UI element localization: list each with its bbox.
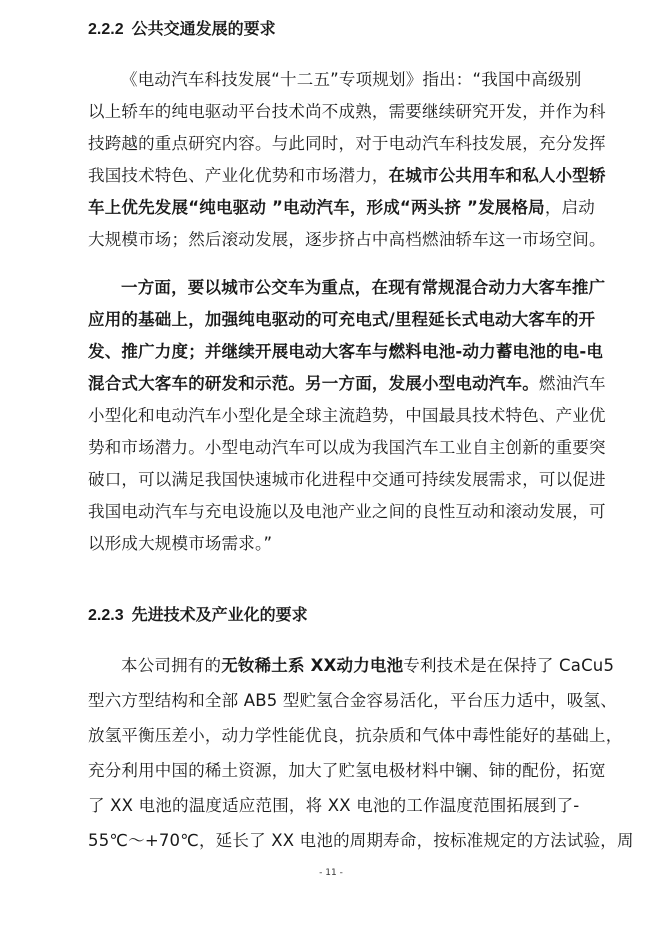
bold-text-run: 应用的基础上，加强纯电驱动的可充电式/里程延长式电动大客车的开	[88, 310, 596, 329]
text-run: 本公司拥有的	[121, 656, 222, 675]
text-run: 我国技术特色、产业化优势和市场潜力，	[88, 166, 389, 185]
bold-text-run: 发、推广力度；并继续开展电动大客车与燃料电池-动力蓄电池的电-电	[88, 342, 604, 361]
text-line	[88, 336, 604, 368]
section-title: 公共交通发展的要求	[131, 21, 276, 38]
text-run: 以形成大规模市场需求。”	[88, 534, 273, 553]
section-number: 2.2.2	[88, 21, 124, 38]
text-run: 型六方型结构和全部 AB5 型贮氢合金容易活化，平台压力适中，吸氢、	[88, 691, 617, 710]
text-line	[88, 496, 606, 528]
text-line	[88, 528, 578, 560]
text-run: 燃油汽车	[538, 374, 606, 393]
text-line	[88, 224, 606, 256]
text-run: 大规模市场；然后滚动发展，逐步挤占中高档燃油轿车这一市场空间。	[88, 230, 606, 249]
bold-text-run: 在城市公共用车和私人小型轿	[388, 166, 606, 185]
bold-text-run: 车上优先发展“纯电驱动 ”电动汽车，形成“两头挤 ”发展格局	[88, 198, 545, 217]
paragraph-battery-technology	[88, 648, 634, 858]
bold-text-run: 一方面，要以城市公交车为重点，在现有常规混合动力大客车推广	[121, 278, 606, 297]
text-run: 小型化和电动汽车小型化是全球主流趋势，中国最具技术特色、产业优	[88, 406, 606, 425]
text-line	[88, 753, 606, 788]
text-run: 破口，可以满足我国快速城市化进程中交通可持续发展需求，可以促进	[88, 470, 606, 489]
text-line	[88, 648, 615, 683]
paragraph-bus-and-small-ev	[88, 272, 606, 560]
text-line	[88, 823, 634, 858]
text-run: 势和市场潜力。小型电动汽车可以成为我国汽车工业自主创新的重要突	[88, 438, 606, 457]
paragraph-ev-plan-quote	[88, 64, 606, 256]
text-line	[88, 128, 606, 160]
text-line	[88, 368, 606, 400]
section-title: 先进技术及产业化的要求	[131, 607, 308, 624]
text-run: 我国电动汽车与充电设施以及电池产业之间的良性互动和滚动发展，可	[88, 502, 606, 521]
text-line	[88, 160, 606, 192]
text-line	[88, 304, 596, 336]
bold-text-run: 无钕稀土系 XX动力电池	[221, 656, 404, 675]
text-run: ，启动	[544, 198, 595, 217]
text-run: 放氢平衡压差小，动力学性能优良，抗杂质和气体中毒性能好的基础上，	[88, 726, 623, 745]
text-line	[88, 464, 606, 496]
page-number: - 11 -	[319, 868, 343, 878]
text-run: 以上轿车的纯电驱动平台技术尚不成熟，需要继续研究开发，并作为科	[88, 102, 606, 121]
text-run: 了 XX 电池的温度适应范围，将 XX 电池的工作温度范围拓展到了-	[88, 796, 580, 815]
text-line	[88, 96, 606, 128]
text-line	[88, 400, 606, 432]
text-line	[88, 718, 623, 753]
text-line	[88, 788, 578, 823]
text-run: 专利技术是在保持了 CaCu5	[403, 656, 615, 675]
text-line	[88, 432, 606, 464]
text-run: 充分利用中国的稀土资源，加大了贮氢电极材料中镧、铈的配份，拓宽	[88, 761, 606, 780]
text-line	[88, 192, 595, 224]
section-heading-2-2-2	[88, 18, 276, 42]
text-run: 技跨越的重点研究内容。与此同时，对于电动汽车科技发展，充分发挥	[88, 134, 606, 153]
text-run: 《电动汽车科技发展“十二五”专项规划》指出：“我国中高级别	[121, 70, 582, 89]
text-line	[88, 272, 606, 304]
text-run: 55℃～+70℃，延长了 XX 电池的周期寿命，按标准规定的方法试验，周	[88, 831, 634, 850]
section-number: 2.2.3	[88, 607, 124, 624]
text-line	[88, 64, 582, 96]
text-line	[88, 683, 617, 718]
section-heading-2-2-3	[88, 604, 308, 628]
bold-text-run: 混合式大客车的研发和示范。另一方面，发展小型电动汽车。	[88, 374, 539, 393]
